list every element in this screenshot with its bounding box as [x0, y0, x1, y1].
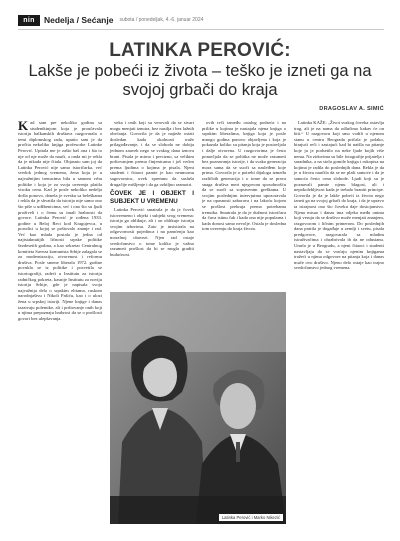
- article-author: DRAGOSLAV A. SIMIĆ: [319, 106, 384, 112]
- magazine-logo: nin: [18, 15, 40, 26]
- article-name: LATINKA PEROVIĆ:: [109, 40, 291, 61]
- column-2-text: veka i onih koji su verovali da se stvari mogu menjati iznutra, bez nasilja i bez lažnih obećanja. Govorila je da je najteže ostati dosledan kada okolnosti traže prilagođavanje, i da se sloboda ne dobija jednom zauvek nego se svakog dana iznova brani. Pisala je mirno i precizno, sa velikim poštovanjem prema činjenicama i još većim prema ljudima o kojima je pisala. Njeni studenti i čitaoci pamte je kao neumornu sagovornicu, uvek spremnu da sasluša drugačije mišljenje i da ga ozbiljno razmotri.: [110, 120, 194, 187]
- column-3-text: ovih reči između ostalog podseća i na prilike u kojima je nastajala njena knjiga o srpskim liberalima, knjiga koja je posle mnogo godina ponovo objavljena i koja je pokazala koliko su pitanja koja je postavljala i dalje otvorena. U razgovorima je često ponavljala da se politika ne može razumeti bez poznavanja istorije, i da svaka generacija mora sama da se suoči sa nasleđem koje prima. Govorila je o potrebi dijaloga između različitih generacija i o tome da se prava snaga društva meri njegovom sposobnošću da se suoči sa sopstvenim greškama. U svojim poslednjim intervjuima upozoravala je na opasnosti zaborava i na lakoću kojom se prošlost prekraja prema potrebama trenutka. Smatrala je da je dužnost istoričara da čuva istinu čak i kada ona nije popularna i kada donosi samo nevolje. Ostala je dosledna tom uverenju do kraja života.: [202, 120, 286, 232]
- page-header: [18, 13, 384, 27]
- column-1-text: ad sam pre nekoliko godina sa studentkinjom koja je proučavala istoriju balkanskih društava razgovarala o temi diplomskog rada, uputio sam je da pročita nekoliko knjiga profesorke Latinke Perović. Upitala me je zašto baš ona i šta to nje od nje može da nauči, a onda mi je rekla da je nikada nije čitala. Objasnio sam joj da Latinka Perović nije samo istoričarka, već svedok jednog vremena, žena koja je u najvažnijim trenucima bila u samom vrhu politike i koja je za svoja uverenja platila visoku cenu. Kad je posle nekoliko nedelja došla ponovo, donela je svesku sa beleškama i rekla da je shvatila da istorija nije samo ono što piše u udžbenicima, već i ono što su ljudi proživeli i o čemu su imali hrabrosti da govore. Latinka Perović je rođena 1933. godine u Beloj Reci kod Kragujevca, u porodici u kojoj se poštovalo znanje i rad. Već kao mlada postala je jedna od najistaknutijih ličnosti srpske politike šezdesetih godina, a kao sekretar Centralnog komiteta Saveza komunista Srbije zalagala se za modernizaciju, otvorenost i reformu društva. Posle smene liberala 1972. godine povukla se iz politike i posvetila se istoriografiji, radeći u Institutu za istoriju radničkog pokreta, kasnije Institutu za noviju istoriju Srbije, gde je napisala svoja najvažnija dela o srpskim elitama, ruskom narodnjaštvu i Nikoli Pašiću, kao i o ulozi žena u srpskoj istoriji. Njene knjige i danas izazivaju polemike, ali i poštovanje onih koji u njima prepoznaju hrabrost da se o prošlosti govori bez ulepšavanja.: [18, 120, 102, 321]
- header-rule: [18, 29, 384, 30]
- drop-cap: K: [18, 118, 29, 133]
- photo-illustration: [110, 292, 286, 524]
- column-4-text: Latinka KAŽE: „Život svakog čoveka ostavlja trag, ali je na nama da odlučimo kakav će on biti.“ U razgovoru koji smo vodili u njenom stanu u centru Beograda pričala je polako, birajući reči i zastajući kad bi naišla na pitanje koje ju je podsetilo na neke ljude kojih više nema. Na zidovima su bile fotografije prijatelja i saradnika, a na stolu gomile knjiga i rukopisa na kojima je radila do poslednjih dana. Rekla je da je u životu naučila da se ne plaši samoće i da je samoća često cena slobode. Ljudi koji su je poznavali pamte njenu blagost, ali i nepokolebljivost kada je trebalo braniti principe. Govorila je da je lakše pobeći iz života nego izneti ga na svojoj grbači do kraja, i da je upravo ta istrajnost ono što čoveku daje dostojanstvo. Njena misao i danas ima odjeka među onima koji veruju da se društvo može menjati znanjem, razgovorom i ličnim primerom. Do poslednjih dana pratila je događaje u zemlji i svetu, pisala predgovore, razgovarala sa mladim istraživačima i ohrabrivala ih da ne odustanu. Umrla je u Beogradu, a njeni čitaoci i studenti nastavljaju da se vraćaju njenim knjigama tražeći u njima odgovore na pitanja koja i danas muče ovo društvo. Njeno delo ostaje kao trajno svedočanstvo jednog vremena.: [294, 120, 384, 271]
- article-subhead: ČOVEK JE I OBJEKT I SUBJEKT U VREMENU: [110, 190, 194, 205]
- photo-caption: Latinka Perović i Marko Nikezić: [219, 514, 283, 521]
- article-photo: [110, 292, 286, 524]
- article-headline: Lakše je pobeći iz života – teško je izneti ga na svojoj grbači do kraja: [28, 62, 372, 99]
- column-2-text-continued: Latinka Perović smatrala je da je čovek istovremeno i objekt i subjekt svog vremena: istorija ga oblikuje, ali i on oblikuje istoriju svojim izborima. Zato je insistirala na odgovornosti pojedinca i na pamćenju kao moralnoj obavezi. Njen rad ostaje svedočanstvo o tome koliko je važno razumeti prošlost da bi se mogla graditi budućnost.: [110, 206, 194, 257]
- article-column-3: [202, 120, 286, 284]
- issue-date: subota / ponedeljak, 4.-6. januar 2024: [119, 17, 204, 23]
- article-column-4: [294, 120, 384, 524]
- article-column-2: [110, 120, 194, 257]
- article-column-1: [18, 120, 102, 524]
- section-label: Nedelja / Sećanje: [44, 15, 114, 25]
